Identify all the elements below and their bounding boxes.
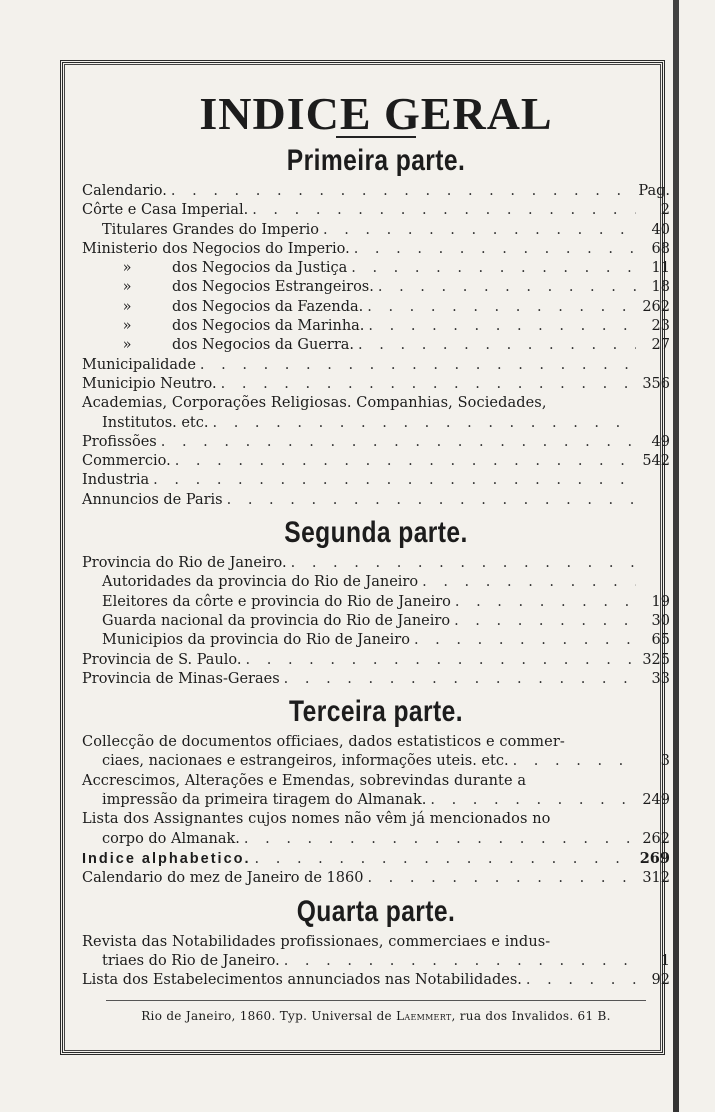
entry-label: dos Negocios da Fazenda.: [172, 298, 364, 315]
footer-rule: [106, 1000, 646, 1001]
page-number: 1: [660, 952, 670, 969]
index-row: [82, 849, 670, 869]
page-number: 312: [642, 870, 670, 887]
index-row: [82, 317, 670, 336]
index-row: [82, 433, 670, 452]
leader-dots: [200, 356, 636, 375]
leader-dots: [153, 471, 636, 490]
imprint-address: , rua dos Invalidos. 61 B.: [451, 1009, 611, 1024]
page-number: 40: [651, 221, 670, 238]
page-number: 262: [642, 830, 670, 847]
leader-dots: [368, 317, 636, 336]
index-row: [82, 221, 670, 240]
leader-dots: [246, 651, 636, 670]
index-row: [82, 182, 670, 201]
leader-dots: [221, 375, 636, 394]
index-row: [82, 471, 670, 490]
index-row: [82, 573, 670, 592]
ditto-mark: »: [122, 260, 132, 277]
page-number: 18: [651, 279, 670, 296]
entry-label: dos Negocios da Justiça: [172, 260, 348, 277]
page-number: 356: [642, 375, 670, 392]
page-number: 2: [660, 202, 670, 219]
page-label: Pag.: [638, 183, 670, 199]
part-heading-quarta: Quarta parte.: [296, 894, 456, 928]
printer-name: Laemmert: [396, 1009, 452, 1024]
entry-label: Ministerio dos Negocios do Imperio.: [82, 240, 350, 257]
part-heading-terceira: Terceira parte.: [289, 695, 463, 729]
leader-dots: [351, 259, 636, 278]
ditto-mark: »: [122, 337, 132, 354]
page-number: 325: [642, 651, 670, 668]
leader-dots: [358, 336, 636, 355]
index-row: [82, 752, 670, 771]
index-row: [82, 452, 670, 471]
entry-label: Municipio Neutro.: [82, 375, 217, 392]
index-content: [82, 80, 670, 1023]
leader-dots: [354, 240, 636, 259]
index-row: [82, 278, 670, 297]
leader-dots: [513, 752, 636, 771]
entry-line: Academias, Corporações Religiosas. Companhias, Sociedades,: [82, 395, 547, 412]
entry-label: Indice alphabetico.: [82, 850, 251, 867]
index-row: [82, 651, 670, 670]
entry-label: corpo do Almanak.: [102, 830, 240, 847]
entry-label: Eleitores da côrte e provincia do Rio de Janeiro: [102, 593, 451, 610]
page-number: 542: [642, 453, 670, 470]
page-number: 19: [651, 593, 670, 610]
leader-dots: [414, 631, 636, 650]
entry-label: Provincia do Rio de Janeiro.: [82, 555, 287, 572]
entry-label: Annuncios de Paris: [82, 491, 223, 508]
index-row: [82, 869, 670, 888]
entry-label: Calendario.: [82, 183, 167, 199]
entry-label: Profissões: [82, 433, 157, 450]
page-number: 49: [651, 433, 670, 450]
entry-label: Côrte e Casa Imperial.: [82, 202, 249, 219]
ditto-mark: »: [122, 279, 132, 296]
entry-label: dos Negocios Estrangeiros.: [172, 279, 374, 296]
index-row: [82, 491, 670, 510]
entry-line: Accrescimos, Alterações e Emendas, sobrevindas durante a: [82, 772, 527, 789]
index-row: [82, 336, 670, 355]
leader-dots: [161, 433, 636, 452]
index-row: [82, 631, 670, 650]
entry-label: Provincia de S. Paulo.: [82, 651, 242, 668]
page-number: 262: [642, 298, 670, 315]
leader-dots: [454, 612, 636, 631]
entry-label: Titulares Grandes do Imperio: [102, 221, 319, 238]
leader-dots: [455, 593, 636, 612]
part-heading-segunda: Segunda parte.: [284, 516, 468, 550]
page-number: 23: [651, 318, 670, 335]
imprint-footer: [82, 1009, 670, 1023]
index-row: [82, 240, 670, 259]
leader-dots: [430, 791, 636, 810]
index-row: [82, 375, 670, 394]
entry-label: dos Negocios da Guerra.: [172, 337, 355, 354]
entry-label: Municipios da provincia do Rio de Janeiro: [102, 632, 410, 649]
leader-dots: [171, 182, 634, 201]
leader-dots: [526, 971, 636, 990]
leader-dots: [175, 452, 636, 471]
page-edge-shadow: [673, 0, 679, 1112]
leader-dots: [244, 830, 636, 849]
ditto-mark: »: [122, 298, 132, 315]
entry-label: ciaes, nacionaes e estrangeiros, informações uteis. etc.: [102, 753, 509, 770]
entry-label: Commercio.: [82, 453, 171, 470]
leader-dots: [323, 221, 636, 240]
index-row: [82, 830, 670, 849]
entry-line: Collecção de documentos officiaes, dados estatisticos e commer-: [82, 734, 565, 751]
page-number: 269: [639, 849, 670, 867]
index-row: [82, 593, 670, 612]
page-number: 249: [642, 792, 670, 809]
leader-dots: [367, 298, 636, 317]
leader-dots: [255, 850, 636, 869]
entry-label: dos Negocios da Marinha.: [172, 318, 365, 335]
page-number: 68: [651, 240, 670, 257]
index-row: [82, 791, 670, 810]
index-row: [82, 952, 670, 971]
entry-label: Lista dos Estabelecimentos annunciados nas Notabilidades.: [82, 972, 522, 989]
ditto-mark: »: [122, 318, 132, 335]
page-number: 27: [651, 337, 670, 354]
part-heading-primeira: Primeira parte.: [286, 144, 466, 177]
entry-label: Calendario do mez de Janeiro de 1860: [82, 870, 364, 887]
entry-line: Revista das Notabilidades profissionaes, commerciaes e indus-: [82, 933, 551, 950]
leader-dots: [213, 414, 637, 433]
index-row: [82, 612, 670, 631]
index-row: [82, 298, 670, 317]
entry-label: Autoridades da provincia do Rio de Janeiro: [102, 574, 419, 591]
leader-dots: [252, 201, 636, 220]
leader-dots: [422, 573, 636, 592]
entry-label: impressão da primeira tiragem do Almanak.: [102, 792, 427, 809]
leader-dots: [291, 554, 636, 573]
page-number: 65: [651, 632, 670, 649]
entry-line: Lista dos Assignantes cujos nomes não vêm já mencionados no: [82, 811, 551, 828]
index-row: [82, 356, 670, 375]
leader-dots: [284, 952, 636, 971]
page-number: 33: [651, 670, 670, 687]
page-title: INDICE GERAL: [199, 88, 553, 139]
entry-label: Provincia de Minas-Geraes: [82, 670, 280, 687]
index-row: [82, 971, 670, 990]
entry-label: Guarda nacional da provincia do Rio de Janeiro: [102, 612, 451, 629]
leader-dots: [378, 278, 636, 297]
page-number: 11: [651, 260, 670, 277]
leader-dots: [227, 491, 636, 510]
index-row: [82, 554, 670, 573]
page-number: 92: [651, 972, 670, 989]
leader-dots: [284, 670, 636, 689]
entry-label: Institutos. etc.: [102, 414, 209, 431]
entry-label: Industria: [82, 472, 150, 489]
entry-label: Municipalidade: [82, 356, 196, 373]
page-number: 30: [651, 612, 670, 629]
leader-dots: [367, 869, 636, 888]
index-row: [82, 414, 670, 433]
entry-label: triaes do Rio de Janeiro.: [102, 952, 280, 969]
imprint-text: Rio de Janeiro, 1860. Typ. Universal de: [141, 1009, 392, 1024]
index-row: [82, 201, 670, 220]
index-row: [82, 259, 670, 278]
index-row: [82, 670, 670, 689]
page-number: 3: [660, 753, 670, 770]
